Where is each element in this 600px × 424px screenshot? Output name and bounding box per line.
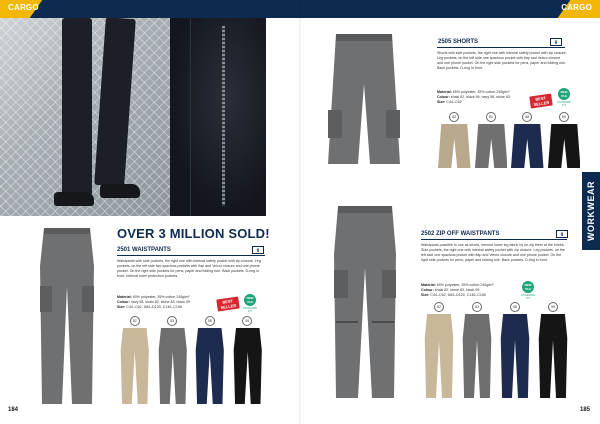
size-label: Size: (117, 305, 126, 309)
material-label: Material: (117, 295, 132, 299)
best-seller-badge: BEST SELLER (216, 297, 239, 312)
garment-colour-sample (193, 326, 227, 406)
garment-colour-sample (475, 122, 508, 170)
zip-pocket-closeup-photo (170, 18, 266, 216)
colour-code: 58 (522, 112, 532, 122)
size-value: C44–C62, D84–D120, C146–C156 (126, 305, 182, 309)
fabric-weight-icon: g (556, 230, 568, 238)
colour-swatch (536, 302, 570, 400)
garment-colour-sample (118, 326, 152, 406)
garment-shape (548, 124, 581, 168)
product-2505-title: 2505 SHORTS (438, 39, 479, 45)
colour-code: 58 (510, 302, 520, 312)
colour-swatch (118, 316, 152, 406)
colour-swatch (511, 112, 544, 170)
right-page (300, 0, 600, 424)
product-2502-title: 2502 ZIP OFF WAISTPANTS (421, 231, 500, 237)
product-2505-specs (437, 90, 529, 105)
colour-swatch (460, 302, 494, 400)
left-boot (54, 192, 94, 206)
header-label: CARGO (561, 3, 592, 12)
colour-label: Colour: (117, 300, 130, 304)
colour-code: 83 (167, 316, 177, 326)
colour-swatch (438, 112, 471, 170)
zip-off-trousers-grey-illustration (328, 204, 402, 400)
fabric-weight-icon: g (550, 38, 562, 46)
title-rule (117, 255, 265, 256)
garment-colour-sample (511, 122, 544, 170)
garment-icon (156, 326, 190, 406)
page-number-right: 185 (579, 407, 590, 413)
zipper (222, 26, 225, 206)
spread-gutter (299, 0, 301, 424)
colour-swatch (548, 112, 581, 170)
garment-icon (231, 326, 265, 406)
trousers-grey-illustration (32, 226, 102, 406)
product-2501-main-image (32, 226, 102, 406)
garment-colour-sample (460, 312, 494, 400)
new-tag-badge: NEW TAG (522, 281, 534, 293)
size-label: Size: (421, 293, 430, 297)
product-2501-specs (117, 295, 217, 310)
garment-icon (193, 326, 227, 406)
standard-fit-caption: STANDARD FIT (556, 101, 572, 107)
product-2505-colour-swatches (436, 112, 582, 170)
best-seller-badge: BEST SELLER (529, 94, 552, 109)
garment-colour-sample (231, 326, 265, 406)
standard-fit-caption: STANDARD FIT (520, 294, 536, 300)
model-legs-photo (0, 18, 170, 216)
garment-shape (121, 328, 149, 404)
colour-label: Colour: (421, 288, 434, 292)
garment-colour-sample (548, 122, 581, 170)
title-rule (437, 47, 565, 48)
size-value: C44–C62, D84–D120, C146–C156 (430, 293, 486, 297)
colour-code: 99 (548, 302, 558, 312)
colour-swatch (231, 316, 265, 406)
material-label: Material: (421, 283, 436, 287)
garment-shape (196, 328, 224, 404)
garment-icon (460, 312, 494, 400)
garment-shape (539, 314, 568, 398)
colour-code: 99 (559, 112, 569, 122)
colour-code: 83 (486, 112, 496, 122)
colour-code: 99 (242, 316, 252, 326)
standard-fit-caption: STANDARD FIT (242, 307, 258, 313)
garment-shape (463, 314, 492, 398)
garment-colour-sample (536, 312, 570, 400)
title-rule (421, 239, 567, 240)
colour-code: 82 (434, 302, 444, 312)
garment-icon (498, 312, 532, 400)
garment-colour-sample (156, 326, 190, 406)
garment-shape (438, 124, 471, 168)
garment-shape (158, 328, 186, 404)
garment-icon (548, 122, 581, 170)
garment-colour-sample (422, 312, 456, 400)
colour-swatch (475, 112, 508, 170)
colour-swatch (498, 302, 532, 400)
product-2501-description: Waistpants with side pockets, the right one with internal safety pocket with zip closure. Leg pockets, on the left side two spacious pockets with flap and Velcro closure and one phone pocket. On the right side pockets for pens, paper and folding rule. Back pockets. D-ring in front. Internal knee protection pockets. (117, 259, 261, 278)
garment-colour-sample (438, 122, 471, 170)
colour-swatch (422, 302, 456, 400)
page-number-left: 184 (8, 407, 19, 413)
product-2501-title: 2501 WAISTPANTS (117, 247, 171, 253)
size-label: Size: (437, 100, 446, 104)
colour-label: Colour: (437, 95, 450, 99)
fabric-seam (190, 18, 191, 216)
colour-value: navy 58, khaki 82, stone 83, black 99 (130, 300, 190, 304)
right-boot (100, 184, 140, 198)
colour-code: 82 (449, 112, 459, 122)
garment-icon (438, 122, 471, 170)
colour-code: 83 (472, 302, 482, 312)
garment-icon (118, 326, 152, 406)
product-2502-description: Waistpants possible to use as shorts, remove lower leg fabric by un-zip them at the knees. Side pockets, the right one with internal safety pocket with zip closure. Leg pockets, on the left side one spacious pocket with flap and Velcro closure and one phone pocket. On the right side pockets for pens, paper and folding rule. Back pockets. D-ring in front. (421, 243, 565, 262)
garment-icon (511, 122, 544, 170)
header-label: CARGO (8, 3, 39, 12)
headline: OVER 3 MILLION SOLD! (117, 226, 270, 241)
garment-icon (422, 312, 456, 400)
garment-shape (233, 328, 261, 404)
material-value: 60% polyester, 35% cotton 245g/m² (132, 295, 190, 299)
colour-swatch (156, 316, 190, 406)
colour-swatch (193, 316, 227, 406)
product-2505-main-image (324, 30, 404, 170)
garment-shape (475, 124, 508, 168)
garment-icon (475, 122, 508, 170)
size-value: C44–C62 (446, 100, 462, 104)
header-bar (300, 0, 600, 18)
shorts-grey-illustration (324, 30, 404, 170)
garment-shape (501, 314, 530, 398)
workwear-side-tab (582, 172, 600, 250)
new-tag-badge: NEW TAG (244, 294, 256, 306)
material-label: Material: (437, 90, 452, 94)
product-2505-description: Shorts with side pockets, the right one with internal safety pocket with zip closure. Leg pockets, on the left side one spacious pocket with flap and Velcro closure and one phone pocket. On the right side pockets for pens, paper and folding rule. Back pockets. D-ring in front. (437, 51, 567, 70)
garment-icon (536, 312, 570, 400)
side-tab-label: WORKWEAR (586, 181, 596, 241)
left-leg (62, 18, 92, 196)
colour-value: khaki 82, black 99, navy 58, stone 83 (450, 95, 510, 99)
colour-code: 58 (205, 316, 215, 326)
material-value: 65% polyester, 35% cotton 245g/m² (436, 283, 494, 287)
header-bar (0, 0, 300, 18)
product-2501-colour-swatches (116, 316, 266, 406)
product-2502-specs (421, 283, 521, 298)
garment-colour-sample (498, 312, 532, 400)
new-tag-badge: NEW TAG (558, 88, 570, 100)
garment-shape (425, 314, 454, 398)
product-2502-colour-swatches (420, 302, 572, 400)
colour-code: 82 (130, 316, 140, 326)
colour-value: khaki 82, stone 83, black 99 (434, 288, 480, 292)
fabric-weight-icon: g (252, 246, 264, 254)
material-value: 65% polyester, 35% cotton 245g/m² (452, 90, 510, 94)
product-2502-main-image (328, 204, 402, 400)
garment-shape (511, 124, 544, 168)
